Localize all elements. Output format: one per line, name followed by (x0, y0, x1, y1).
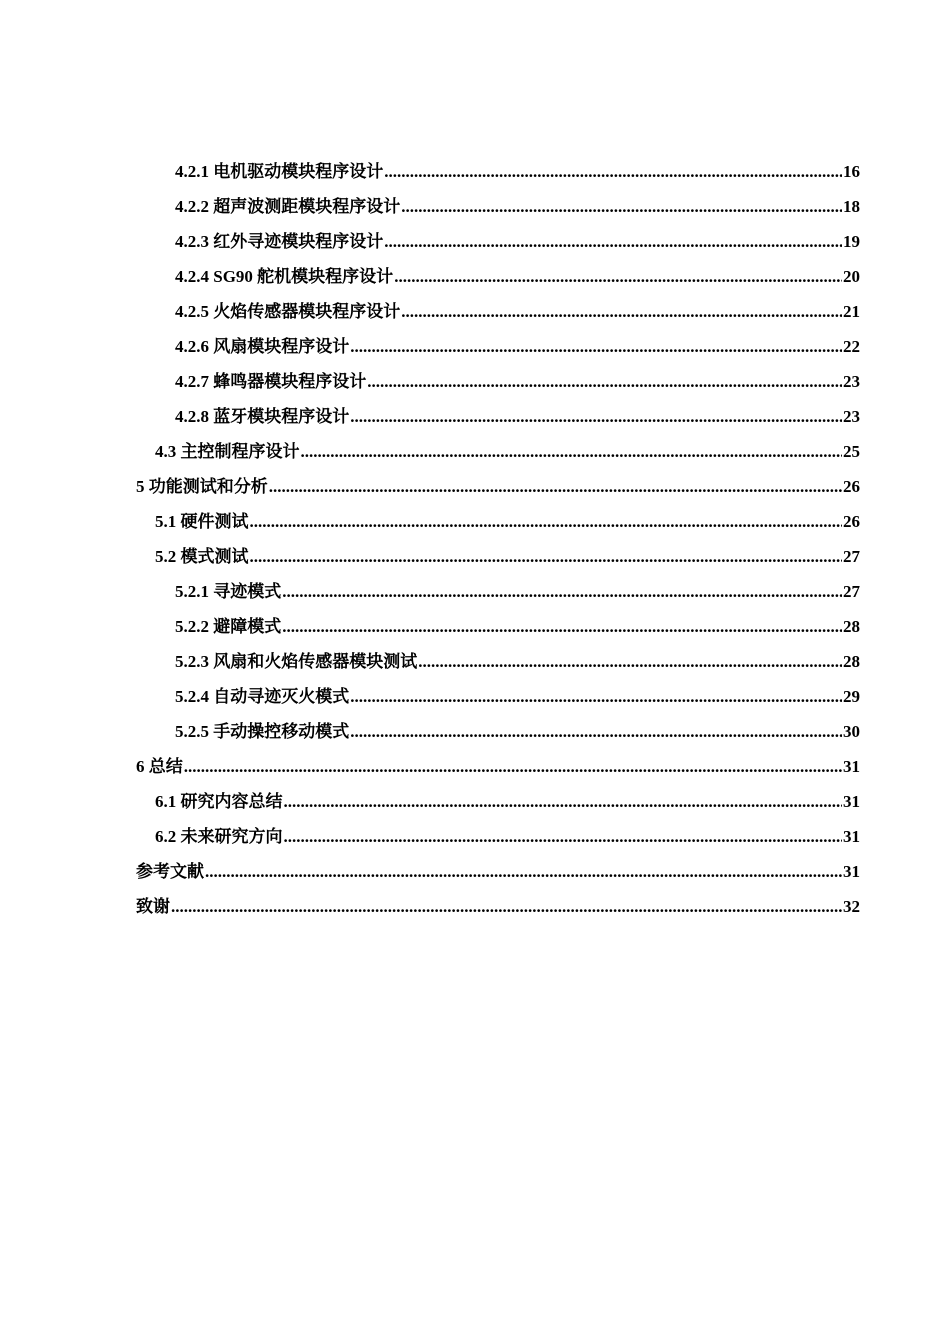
toc-entry-page: 31 (843, 827, 860, 846)
toc-entry-title: 5.2 模式测试 (155, 547, 249, 566)
toc-entry-title: 5.2.5 手动操控移动模式 (175, 722, 350, 741)
toc-entry-title: 4.2.7 蜂鸣器模块程序设计 (175, 372, 367, 391)
dot-leader (367, 364, 842, 399)
toc-entry-title: 5.1 硬件测试 (155, 512, 249, 531)
toc-entry-4-2-6[interactable] (136, 329, 860, 364)
toc-entry-title: 6 总结 (136, 757, 183, 776)
dot-leader (384, 224, 842, 259)
toc-entry-page: 31 (843, 757, 860, 776)
toc-entry-references[interactable] (136, 854, 860, 889)
toc-entry-page: 21 (843, 302, 860, 321)
toc-entry-title: 5.2.4 自动寻迹灭火模式 (175, 687, 350, 706)
toc-entry-title: 4.2.8 蓝牙模块程序设计 (175, 407, 350, 426)
toc-entry-page: 27 (843, 582, 860, 601)
toc-entry-page: 25 (843, 442, 860, 461)
toc-entry-title: 4.2.6 风扇模块程序设计 (175, 337, 350, 356)
toc-entry-5-2-1[interactable] (136, 574, 860, 609)
toc-entry-title: 5.2.3 风扇和火焰传感器模块测试 (175, 652, 418, 671)
toc-entry-page: 26 (843, 512, 860, 531)
toc-entry-5[interactable] (136, 469, 860, 504)
dot-leader (384, 154, 842, 189)
dot-leader (418, 644, 842, 679)
toc-entry-title: 参考文献 (136, 862, 204, 881)
toc-entry-6-1[interactable] (136, 784, 860, 819)
toc-entry-title: 4.2.4 SG90 舵机模块程序设计 (175, 267, 394, 286)
toc-entry-5-2-5[interactable] (136, 714, 860, 749)
toc-entry-page: 31 (843, 862, 860, 881)
dot-leader (269, 469, 842, 504)
toc-entry-page: 22 (843, 337, 860, 356)
dot-leader (284, 819, 843, 854)
toc-entry-page: 28 (843, 617, 860, 636)
toc-entry-acknowledgements[interactable] (136, 889, 860, 924)
toc-entry-4-3[interactable] (136, 434, 860, 469)
toc-entry-5-1[interactable] (136, 504, 860, 539)
toc-entry-page: 28 (843, 652, 860, 671)
toc-entry-title: 4.2.5 火焰传感器模块程序设计 (175, 302, 401, 321)
toc-entry-5-2[interactable] (136, 539, 860, 574)
dot-leader (284, 784, 843, 819)
toc-entry-page: 16 (843, 162, 860, 181)
toc-entry-page: 19 (843, 232, 860, 251)
toc-entry-page: 29 (843, 687, 860, 706)
toc-entry-5-2-3[interactable] (136, 644, 860, 679)
dot-leader (250, 539, 843, 574)
dot-leader (282, 609, 842, 644)
dot-leader (350, 329, 842, 364)
dot-leader (350, 399, 842, 434)
toc-entry-5-2-4[interactable] (136, 679, 860, 714)
toc-entry-title: 4.2.1 电机驱动模块程序设计 (175, 162, 384, 181)
toc-entry-4-2-7[interactable] (136, 364, 860, 399)
toc-entry-4-2-1[interactable] (136, 154, 860, 189)
dot-leader (401, 189, 842, 224)
toc-entry-title: 致谢 (136, 897, 170, 916)
toc-entry-page: 27 (843, 547, 860, 566)
toc-entry-4-2-8[interactable] (136, 399, 860, 434)
dot-leader (401, 294, 842, 329)
toc-entry-page: 18 (843, 197, 860, 216)
toc-entry-page: 20 (843, 267, 860, 286)
toc-entry-6-2[interactable] (136, 819, 860, 854)
toc-entry-page: 26 (843, 477, 860, 496)
toc-entry-4-2-3[interactable] (136, 224, 860, 259)
dot-leader (250, 504, 843, 539)
dot-leader (171, 889, 842, 924)
dot-leader (394, 259, 842, 294)
toc-entry-title: 6.2 未来研究方向 (155, 827, 283, 846)
toc-entry-page: 32 (843, 897, 860, 916)
dot-leader (301, 434, 843, 469)
toc-entry-title: 4.3 主控制程序设计 (155, 442, 300, 461)
toc-entry-page: 23 (843, 372, 860, 391)
toc-entry-4-2-4[interactable] (136, 259, 860, 294)
toc-entry-title: 4.2.3 红外寻迹模块程序设计 (175, 232, 384, 251)
dot-leader (350, 714, 842, 749)
toc-entry-title: 4.2.2 超声波测距模块程序设计 (175, 197, 401, 216)
dot-leader (350, 679, 842, 714)
toc-entry-title: 5.2.1 寻迹模式 (175, 582, 282, 601)
toc-entry-page: 30 (843, 722, 860, 741)
toc-entry-title: 5.2.2 避障模式 (175, 617, 282, 636)
dot-leader (205, 854, 842, 889)
table-of-contents (136, 154, 860, 924)
toc-entry-page: 31 (843, 792, 860, 811)
dot-leader (282, 574, 842, 609)
toc-entry-5-2-2[interactable] (136, 609, 860, 644)
toc-entry-page: 23 (843, 407, 860, 426)
dot-leader (184, 749, 842, 784)
toc-entry-title: 6.1 研究内容总结 (155, 792, 283, 811)
toc-entry-4-2-5[interactable] (136, 294, 860, 329)
toc-entry-title: 5 功能测试和分析 (136, 477, 268, 496)
toc-entry-4-2-2[interactable] (136, 189, 860, 224)
toc-entry-6[interactable] (136, 749, 860, 784)
